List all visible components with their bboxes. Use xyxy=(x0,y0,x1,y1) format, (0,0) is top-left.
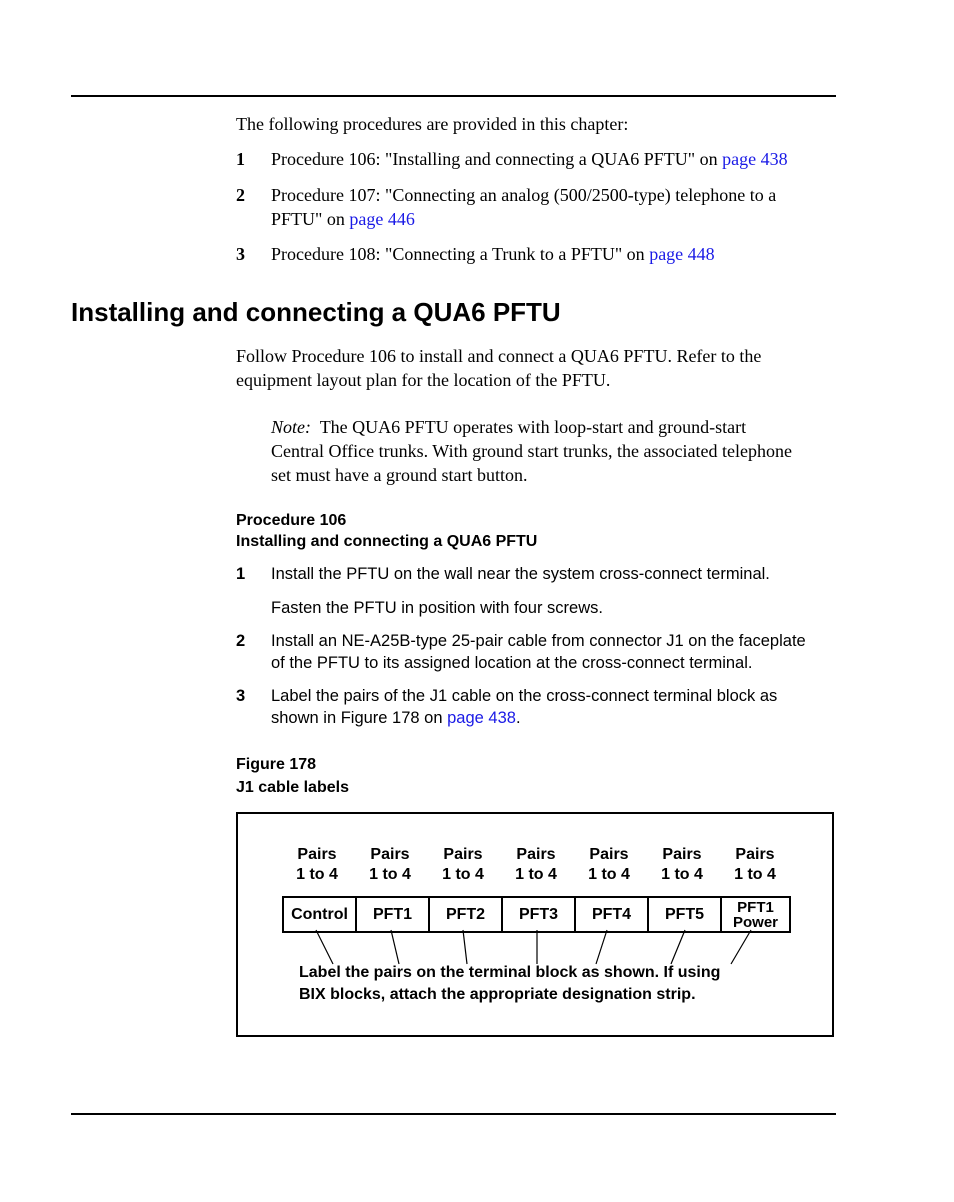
figure-number: Figure 178 xyxy=(236,756,317,773)
step-text: . xyxy=(515,709,521,727)
step-number: 2 xyxy=(236,632,246,650)
block-pft1-power: PFT1 Power xyxy=(732,898,778,931)
pair-label: Pairs 1 to 4 xyxy=(296,846,338,883)
leader-line xyxy=(596,930,607,964)
leader-line xyxy=(391,930,399,964)
figure-title: J1 cable labels xyxy=(236,779,349,796)
list-text: Procedure 107: "Connecting an analog (500/2500-type) telephone to a xyxy=(271,185,777,205)
block-pft3: PFT3 xyxy=(503,898,576,931)
block-control: Control xyxy=(284,898,357,931)
caption-line: BIX blocks, attach the appropriate designation strip. xyxy=(299,986,696,1003)
step-text: Install an NE-A25B-type 25-pair cable from connector J1 on the faceplate xyxy=(271,632,806,650)
step-subtext: Fasten the PFTU in position with four screws. xyxy=(271,599,603,617)
bottom-rule xyxy=(71,1113,836,1115)
procedure-number: Procedure 106 xyxy=(236,512,347,529)
list-number: 1 xyxy=(236,149,245,169)
page-link[interactable]: page 446 xyxy=(349,209,415,229)
step-text: shown in Figure 178 on xyxy=(271,709,448,727)
step-text: Install the PFTU on the wall near the system cross-connect terminal. xyxy=(271,565,770,583)
page-link[interactable]: page 438 xyxy=(722,149,788,169)
leader-line xyxy=(316,930,333,964)
step-number: 1 xyxy=(236,565,246,583)
note-text: Central Office trunks. With ground start trunks, the associated telephone xyxy=(271,441,792,461)
paragraph-line: equipment layout plan for the location of the PFTU. xyxy=(236,370,611,390)
paragraph-line: Follow Procedure 106 to install and connect a QUA6 PFTU. Refer to the xyxy=(236,346,762,366)
list-text: Procedure 108: "Connecting a Trunk to a PFTU" on xyxy=(271,244,650,264)
leader-line xyxy=(671,930,685,964)
intro-text: The following procedures are provided in this chapter: xyxy=(236,114,629,134)
leader-line xyxy=(463,930,467,964)
block-pft2: PFT2 xyxy=(430,898,503,931)
block-pft5: PFT5 xyxy=(649,898,722,931)
step-number: 3 xyxy=(236,687,246,705)
procedure-title: Installing and connecting a QUA6 PFTU xyxy=(236,533,538,550)
pair-label: Pairs 1 to 4 xyxy=(588,846,630,883)
figure-caption xyxy=(299,962,720,1006)
list-number: 2 xyxy=(236,185,245,205)
pair-label: Pairs 1 to 4 xyxy=(515,846,557,883)
page-link[interactable]: page 448 xyxy=(649,244,715,264)
pair-label: Pairs 1 to 4 xyxy=(442,846,484,883)
section-heading: Installing and connecting a QUA6 PFTU xyxy=(71,297,561,327)
list-number: 3 xyxy=(236,244,245,264)
leader-line xyxy=(731,930,751,964)
note-label: Note: xyxy=(271,417,311,437)
note-text: set must have a ground start button. xyxy=(271,465,528,485)
step-text: Label the pairs of the J1 cable on the cross-connect terminal block as xyxy=(271,687,778,705)
note-text: The QUA6 PFTU operates with loop-start and ground-start xyxy=(319,417,747,437)
pair-label: Pairs 1 to 4 xyxy=(661,846,703,883)
block-pft4: PFT4 xyxy=(576,898,649,931)
page-link[interactable]: page 438 xyxy=(447,709,516,727)
list-text: Procedure 106: "Installing and connecting a QUA6 PFTU" on xyxy=(271,149,723,169)
caption-line: Label the pairs on the terminal block as shown. If using xyxy=(299,964,721,981)
block-pft1: PFT1 xyxy=(357,898,430,931)
pair-label: Pairs 1 to 4 xyxy=(369,846,411,883)
step-text: of the PFTU to its assigned location at the cross-connect terminal. xyxy=(271,654,753,672)
list-text: PFTU" on xyxy=(271,209,350,229)
pair-label: Pairs 1 to 4 xyxy=(734,846,776,883)
